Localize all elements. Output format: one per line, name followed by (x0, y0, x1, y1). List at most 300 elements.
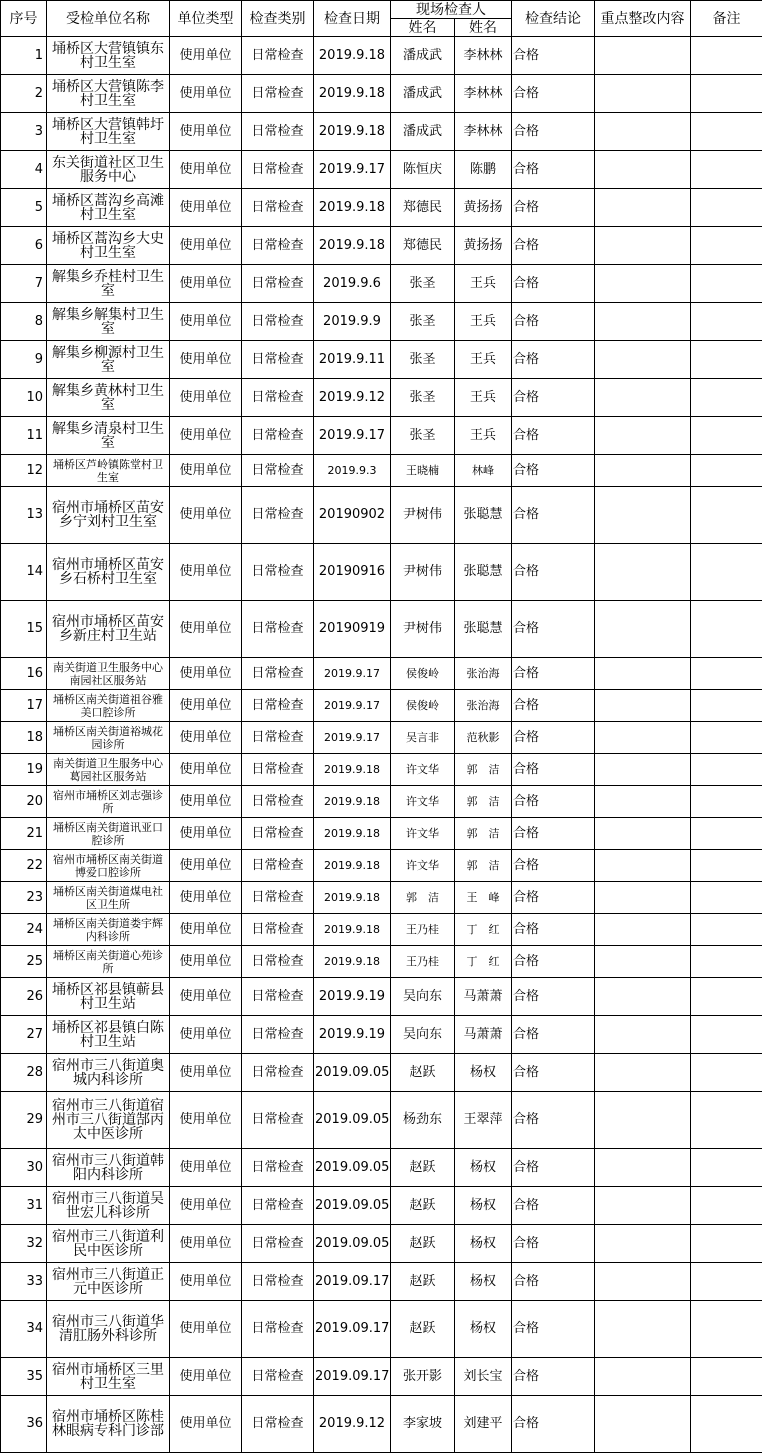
cell-rectification (595, 850, 691, 882)
cell-inspector-2: 杨权 (455, 1149, 512, 1187)
cell-unit-name: 解集乡乔桂村卫生室 (47, 265, 170, 303)
cell-conclusion: 合格 (512, 601, 595, 658)
table-row (1, 417, 762, 455)
cell-inspector-1: 张圣 (391, 265, 455, 303)
cell-seq: 11 (1, 417, 47, 455)
cell-inspect-type: 日常检查 (242, 690, 314, 722)
cell-seq: 4 (1, 151, 47, 189)
cell-remark (691, 75, 762, 113)
cell-inspector-2: 丁 红 (455, 914, 512, 946)
cell-remark (691, 914, 762, 946)
cell-inspect-date: 2019.9.6 (314, 265, 391, 303)
cell-inspector-2: 杨权 (455, 1263, 512, 1301)
cell-unit-type: 使用单位 (170, 850, 242, 882)
cell-inspector-1: 赵跃 (391, 1149, 455, 1187)
cell-inspector-1: 许文华 (391, 754, 455, 786)
cell-inspector-2: 范秋影 (455, 722, 512, 754)
cell-unit-name: 埇桥区蒿沟乡高滩村卫生室 (47, 189, 170, 227)
cell-inspect-date: 2019.9.17 (314, 658, 391, 690)
cell-unit-type: 使用单位 (170, 37, 242, 75)
cell-conclusion: 合格 (512, 754, 595, 786)
cell-rectification (595, 1054, 691, 1092)
cell-inspect-type: 日常检查 (242, 1301, 314, 1358)
cell-seq: 9 (1, 341, 47, 379)
table-row (1, 487, 762, 544)
cell-inspector-2: 李林林 (455, 75, 512, 113)
cell-inspector-1: 赵跃 (391, 1187, 455, 1225)
cell-inspector-2: 王兵 (455, 341, 512, 379)
cell-remark (691, 1301, 762, 1358)
cell-inspector-1: 杨劲东 (391, 1092, 455, 1149)
cell-inspect-type: 日常检查 (242, 227, 314, 265)
cell-conclusion: 合格 (512, 1396, 595, 1453)
cell-inspect-date: 2019.09.05 (314, 1149, 391, 1187)
cell-unit-type: 使用单位 (170, 1187, 242, 1225)
cell-inspect-type: 日常检查 (242, 818, 314, 850)
cell-unit-name: 宿州市三八街道华清肛肠外科诊所 (47, 1301, 170, 1358)
cell-inspect-date: 2019.9.17 (314, 151, 391, 189)
cell-unit-type: 使用单位 (170, 1016, 242, 1054)
cell-inspect-date: 2019.9.19 (314, 978, 391, 1016)
cell-inspect-date: 2019.09.05 (314, 1225, 391, 1263)
table-row (1, 850, 762, 882)
cell-inspect-type: 日常检查 (242, 1225, 314, 1263)
cell-inspector-1: 张圣 (391, 303, 455, 341)
header-remark: 备注 (691, 1, 762, 37)
cell-inspect-date: 2019.09.17 (314, 1263, 391, 1301)
cell-seq: 15 (1, 601, 47, 658)
cell-unit-name: 宿州市三八街道利民中医诊所 (47, 1225, 170, 1263)
cell-conclusion: 合格 (512, 1016, 595, 1054)
cell-unit-type: 使用单位 (170, 455, 242, 487)
cell-remark (691, 189, 762, 227)
cell-unit-type: 使用单位 (170, 487, 242, 544)
cell-rectification (595, 379, 691, 417)
cell-rectification (595, 978, 691, 1016)
cell-inspect-date: 2019.9.18 (314, 227, 391, 265)
cell-remark (691, 1358, 762, 1396)
cell-inspect-type: 日常检查 (242, 379, 314, 417)
cell-inspector-2: 张聪慧 (455, 544, 512, 601)
table-row (1, 690, 762, 722)
table-row (1, 151, 762, 189)
cell-conclusion: 合格 (512, 151, 595, 189)
cell-unit-type: 使用单位 (170, 786, 242, 818)
cell-rectification (595, 786, 691, 818)
cell-inspector-1: 张开影 (391, 1358, 455, 1396)
cell-inspector-1: 潘成武 (391, 75, 455, 113)
cell-inspector-2: 杨权 (455, 1301, 512, 1358)
cell-conclusion: 合格 (512, 1187, 595, 1225)
table-row (1, 1092, 762, 1149)
header-seq: 序号 (1, 1, 47, 37)
cell-unit-name: 宿州市埇桥区三里村卫生室 (47, 1358, 170, 1396)
cell-conclusion: 合格 (512, 113, 595, 151)
cell-conclusion: 合格 (512, 658, 595, 690)
cell-seq: 14 (1, 544, 47, 601)
cell-inspect-date: 2019.9.11 (314, 341, 391, 379)
cell-inspector-2: 王兵 (455, 379, 512, 417)
cell-inspect-type: 日常检查 (242, 914, 314, 946)
cell-inspector-1: 张圣 (391, 417, 455, 455)
table-row (1, 1054, 762, 1092)
cell-rectification (595, 227, 691, 265)
cell-conclusion: 合格 (512, 850, 595, 882)
cell-rectification (595, 1187, 691, 1225)
cell-inspector-1: 赵跃 (391, 1054, 455, 1092)
table-row (1, 882, 762, 914)
cell-rectification (595, 487, 691, 544)
cell-inspect-date: 2019.09.05 (314, 1092, 391, 1149)
header-inspect-date: 检查日期 (314, 1, 391, 37)
cell-remark (691, 37, 762, 75)
cell-conclusion: 合格 (512, 455, 595, 487)
cell-remark (691, 1092, 762, 1149)
cell-conclusion: 合格 (512, 379, 595, 417)
cell-remark (691, 754, 762, 786)
cell-rectification (595, 1358, 691, 1396)
cell-inspector-1: 郑德民 (391, 189, 455, 227)
table-row (1, 818, 762, 850)
cell-rectification (595, 690, 691, 722)
table-row (1, 978, 762, 1016)
cell-inspector-2: 丁 红 (455, 946, 512, 978)
cell-unit-name: 埇桥区大营镇陈李村卫生室 (47, 75, 170, 113)
cell-unit-name: 宿州市三八街道奥城内科诊所 (47, 1054, 170, 1092)
cell-unit-name: 埇桥区大营镇镇东村卫生室 (47, 37, 170, 75)
cell-unit-name: 宿州市三八街道韩阳内科诊所 (47, 1149, 170, 1187)
cell-inspect-date: 2019.9.9 (314, 303, 391, 341)
cell-rectification (595, 75, 691, 113)
cell-unit-type: 使用单位 (170, 690, 242, 722)
cell-unit-name: 埇桥区南关街道煤电社区卫生所 (47, 882, 170, 914)
header-unit-type: 单位类型 (170, 1, 242, 37)
cell-inspector-1: 尹树伟 (391, 601, 455, 658)
header-name-1: 姓名 (391, 19, 455, 37)
cell-unit-name: 宿州市埇桥区苗安乡新庄村卫生站 (47, 601, 170, 658)
cell-rectification (595, 417, 691, 455)
cell-seq: 1 (1, 37, 47, 75)
cell-inspect-date: 20190916 (314, 544, 391, 601)
table-row (1, 754, 762, 786)
cell-inspect-type: 日常检查 (242, 946, 314, 978)
cell-unit-type: 使用单位 (170, 1225, 242, 1263)
cell-unit-type: 使用单位 (170, 818, 242, 850)
cell-inspector-2: 张聪慧 (455, 487, 512, 544)
cell-unit-name: 宿州市埇桥区刘志强诊所 (47, 786, 170, 818)
cell-rectification (595, 1016, 691, 1054)
cell-inspect-type: 日常检查 (242, 303, 314, 341)
cell-remark (691, 1016, 762, 1054)
cell-unit-name: 宿州市三八街道宿州市三八街道郜丙太中医诊所 (47, 1092, 170, 1149)
cell-remark (691, 417, 762, 455)
cell-unit-name: 埇桥区蒿沟乡大史村卫生室 (47, 227, 170, 265)
cell-conclusion: 合格 (512, 1149, 595, 1187)
cell-seq: 6 (1, 227, 47, 265)
cell-inspector-2: 张聪慧 (455, 601, 512, 658)
header-inspect-type: 检查类别 (242, 1, 314, 37)
cell-unit-name: 埇桥区南关街道裕城花园诊所 (47, 722, 170, 754)
cell-remark (691, 946, 762, 978)
cell-inspect-date: 2019.09.17 (314, 1358, 391, 1396)
cell-conclusion: 合格 (512, 818, 595, 850)
cell-seq: 25 (1, 946, 47, 978)
cell-inspector-1: 陈恒庆 (391, 151, 455, 189)
cell-inspector-2: 王翠萍 (455, 1092, 512, 1149)
cell-unit-type: 使用单位 (170, 1396, 242, 1453)
table-row (1, 455, 762, 487)
table-row (1, 544, 762, 601)
cell-inspect-type: 日常检查 (242, 455, 314, 487)
cell-conclusion: 合格 (512, 786, 595, 818)
cell-conclusion: 合格 (512, 37, 595, 75)
cell-unit-type: 使用单位 (170, 1263, 242, 1301)
cell-unit-name: 埇桥区大营镇韩圩村卫生室 (47, 113, 170, 151)
table-body (1, 1, 762, 1453)
cell-inspector-2: 张治海 (455, 658, 512, 690)
cell-conclusion: 合格 (512, 341, 595, 379)
cell-conclusion: 合格 (512, 1301, 595, 1358)
cell-inspector-1: 许文华 (391, 786, 455, 818)
cell-remark (691, 379, 762, 417)
cell-seq: 34 (1, 1301, 47, 1358)
cell-seq: 12 (1, 455, 47, 487)
cell-inspector-1: 尹树伟 (391, 544, 455, 601)
cell-inspect-date: 2019.9.18 (314, 914, 391, 946)
cell-rectification (595, 341, 691, 379)
cell-unit-name: 埇桥区芦岭镇陈堂村卫生室 (47, 455, 170, 487)
cell-unit-name: 埇桥区南关街道娄宇辉内科诊所 (47, 914, 170, 946)
cell-remark (691, 113, 762, 151)
table-row (1, 341, 762, 379)
cell-rectification (595, 303, 691, 341)
cell-inspect-type: 日常检查 (242, 1092, 314, 1149)
cell-inspect-date: 2019.9.18 (314, 754, 391, 786)
cell-rectification (595, 1225, 691, 1263)
cell-inspector-1: 尹树伟 (391, 487, 455, 544)
cell-inspector-2: 陈鹏 (455, 151, 512, 189)
cell-inspector-2: 郭 洁 (455, 786, 512, 818)
cell-inspector-1: 吴向东 (391, 978, 455, 1016)
cell-seq: 10 (1, 379, 47, 417)
cell-unit-type: 使用单位 (170, 1149, 242, 1187)
cell-rectification (595, 882, 691, 914)
cell-inspect-date: 2019.9.18 (314, 946, 391, 978)
cell-seq: 31 (1, 1187, 47, 1225)
cell-unit-type: 使用单位 (170, 1358, 242, 1396)
cell-seq: 16 (1, 658, 47, 690)
cell-rectification (595, 113, 691, 151)
cell-inspector-1: 潘成武 (391, 37, 455, 75)
table-row (1, 379, 762, 417)
cell-conclusion: 合格 (512, 1358, 595, 1396)
cell-inspect-date: 20190919 (314, 601, 391, 658)
cell-rectification (595, 818, 691, 850)
cell-unit-type: 使用单位 (170, 946, 242, 978)
cell-unit-type: 使用单位 (170, 658, 242, 690)
cell-inspect-type: 日常检查 (242, 37, 314, 75)
cell-seq: 3 (1, 113, 47, 151)
cell-seq: 19 (1, 754, 47, 786)
cell-inspect-type: 日常检查 (242, 341, 314, 379)
table-row (1, 914, 762, 946)
cell-rectification (595, 1396, 691, 1453)
cell-conclusion: 合格 (512, 1225, 595, 1263)
cell-inspect-date: 2019.9.18 (314, 37, 391, 75)
cell-remark (691, 690, 762, 722)
cell-unit-type: 使用单位 (170, 379, 242, 417)
cell-inspect-date: 2019.9.12 (314, 1396, 391, 1453)
table-row (1, 1396, 762, 1453)
cell-inspector-1: 吴言非 (391, 722, 455, 754)
cell-inspector-1: 赵跃 (391, 1225, 455, 1263)
cell-unit-name: 南关街道卫生服务中心南园社区服务站 (47, 658, 170, 690)
cell-remark (691, 1396, 762, 1453)
cell-remark (691, 786, 762, 818)
cell-rectification (595, 189, 691, 227)
cell-conclusion: 合格 (512, 946, 595, 978)
cell-inspector-2: 张治海 (455, 690, 512, 722)
cell-remark (691, 487, 762, 544)
cell-unit-type: 使用单位 (170, 227, 242, 265)
table-row (1, 113, 762, 151)
header-row-1 (1, 1, 762, 19)
table-row (1, 1225, 762, 1263)
cell-remark (691, 265, 762, 303)
cell-rectification (595, 658, 691, 690)
cell-inspector-2: 黄扬扬 (455, 227, 512, 265)
cell-rectification (595, 1092, 691, 1149)
cell-unit-type: 使用单位 (170, 601, 242, 658)
cell-seq: 21 (1, 818, 47, 850)
cell-unit-type: 使用单位 (170, 75, 242, 113)
table-row (1, 1263, 762, 1301)
cell-inspect-type: 日常检查 (242, 113, 314, 151)
cell-unit-type: 使用单位 (170, 1092, 242, 1149)
cell-unit-name: 东关街道社区卫生服务中心 (47, 151, 170, 189)
cell-unit-type: 使用单位 (170, 722, 242, 754)
header-rectification: 重点整改内容 (595, 1, 691, 37)
cell-inspector-2: 郭 洁 (455, 754, 512, 786)
cell-inspector-2: 杨权 (455, 1225, 512, 1263)
cell-conclusion: 合格 (512, 882, 595, 914)
cell-inspect-type: 日常检查 (242, 850, 314, 882)
cell-seq: 29 (1, 1092, 47, 1149)
cell-conclusion: 合格 (512, 690, 595, 722)
cell-unit-name: 宿州市埇桥区苗安乡宁刘村卫生室 (47, 487, 170, 544)
cell-inspect-type: 日常检查 (242, 1054, 314, 1092)
cell-unit-name: 埇桥区南关街道祖谷雅美口腔诊所 (47, 690, 170, 722)
cell-rectification (595, 601, 691, 658)
cell-remark (691, 1187, 762, 1225)
cell-conclusion: 合格 (512, 265, 595, 303)
cell-inspect-date: 2019.9.18 (314, 882, 391, 914)
cell-remark (691, 544, 762, 601)
cell-remark (691, 978, 762, 1016)
cell-remark (691, 601, 762, 658)
cell-conclusion: 合格 (512, 417, 595, 455)
cell-unit-name: 解集乡柳源村卫生室 (47, 341, 170, 379)
cell-inspector-2: 马萧萧 (455, 978, 512, 1016)
cell-inspector-2: 郭 洁 (455, 850, 512, 882)
cell-remark (691, 882, 762, 914)
cell-conclusion: 合格 (512, 1263, 595, 1301)
cell-seq: 5 (1, 189, 47, 227)
cell-conclusion: 合格 (512, 189, 595, 227)
cell-inspector-1: 赵跃 (391, 1301, 455, 1358)
table-row (1, 601, 762, 658)
cell-unit-type: 使用单位 (170, 1301, 242, 1358)
cell-inspect-date: 2019.09.05 (314, 1187, 391, 1225)
cell-inspect-date: 2019.9.19 (314, 1016, 391, 1054)
cell-inspect-date: 2019.09.05 (314, 1054, 391, 1092)
cell-inspector-2: 林峰 (455, 455, 512, 487)
cell-inspect-type: 日常检查 (242, 1396, 314, 1453)
cell-seq: 36 (1, 1396, 47, 1453)
cell-remark (691, 850, 762, 882)
cell-unit-name: 埇桥区南关街道讯亚口腔诊所 (47, 818, 170, 850)
cell-inspect-type: 日常检查 (242, 1263, 314, 1301)
cell-rectification (595, 722, 691, 754)
table-row (1, 722, 762, 754)
cell-inspect-date: 2019.9.18 (314, 113, 391, 151)
cell-seq: 20 (1, 786, 47, 818)
table-row (1, 1016, 762, 1054)
cell-remark (691, 658, 762, 690)
cell-inspector-1: 许文华 (391, 850, 455, 882)
cell-inspector-2: 王兵 (455, 303, 512, 341)
cell-seq: 7 (1, 265, 47, 303)
cell-remark (691, 1263, 762, 1301)
cell-unit-name: 埇桥区祁县镇蕲县村卫生站 (47, 978, 170, 1016)
cell-unit-type: 使用单位 (170, 417, 242, 455)
cell-rectification (595, 151, 691, 189)
cell-inspect-date: 2019.9.17 (314, 722, 391, 754)
cell-inspect-type: 日常检查 (242, 265, 314, 303)
cell-unit-name: 宿州市埇桥区苗安乡石桥村卫生室 (47, 544, 170, 601)
cell-inspector-1: 王乃桂 (391, 946, 455, 978)
cell-conclusion: 合格 (512, 1054, 595, 1092)
cell-conclusion: 合格 (512, 914, 595, 946)
cell-remark (691, 722, 762, 754)
cell-inspect-type: 日常检查 (242, 75, 314, 113)
header-inspectors: 现场检查人 (391, 1, 512, 19)
cell-inspect-date: 2019.9.18 (314, 850, 391, 882)
cell-rectification (595, 946, 691, 978)
cell-seq: 2 (1, 75, 47, 113)
cell-inspector-1: 侯俊岭 (391, 690, 455, 722)
cell-unit-name: 埇桥区祁县镇白陈村卫生站 (47, 1016, 170, 1054)
cell-inspector-2: 李林林 (455, 37, 512, 75)
cell-conclusion: 合格 (512, 722, 595, 754)
cell-unit-type: 使用单位 (170, 882, 242, 914)
cell-inspector-2: 李林林 (455, 113, 512, 151)
cell-unit-name: 埇桥区南关街道心苑诊所 (47, 946, 170, 978)
cell-unit-name: 解集乡清泉村卫生室 (47, 417, 170, 455)
cell-seq: 8 (1, 303, 47, 341)
table-row (1, 265, 762, 303)
cell-unit-type: 使用单位 (170, 113, 242, 151)
cell-inspector-1: 李家坡 (391, 1396, 455, 1453)
cell-inspect-type: 日常检查 (242, 1187, 314, 1225)
table-row (1, 227, 762, 265)
table-row (1, 75, 762, 113)
table-row (1, 1187, 762, 1225)
cell-seq: 13 (1, 487, 47, 544)
cell-inspect-type: 日常检查 (242, 151, 314, 189)
cell-inspector-1: 张圣 (391, 379, 455, 417)
table-row (1, 1358, 762, 1396)
